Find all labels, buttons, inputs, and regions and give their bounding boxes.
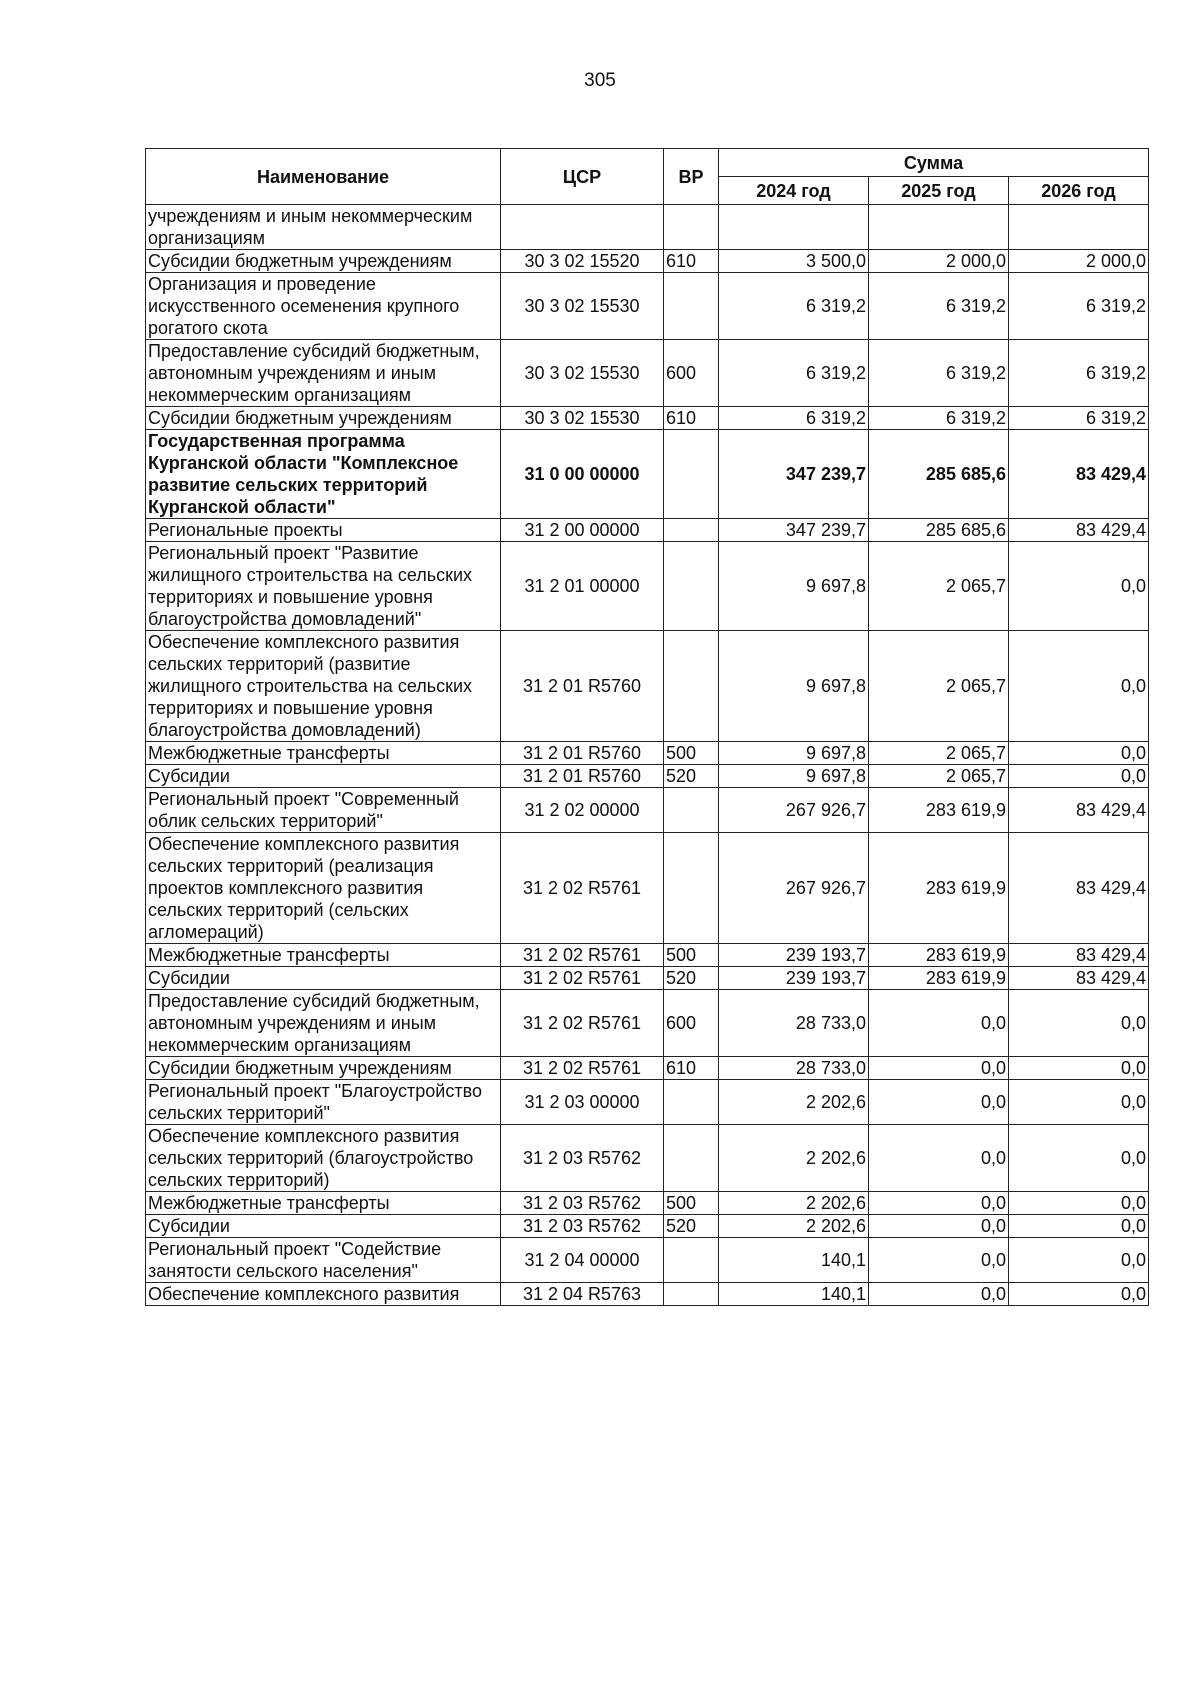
cell-vr <box>664 1283 719 1306</box>
cell-2025: 2 065,7 <box>869 631 1009 742</box>
cell-csr: 31 2 02 00000 <box>501 788 664 833</box>
cell-2024: 9 697,8 <box>719 765 869 788</box>
cell-2025: 0,0 <box>869 1192 1009 1215</box>
header-name: Наименование <box>146 149 501 205</box>
header-year-2025: 2025 год <box>869 177 1009 205</box>
cell-csr: 30 3 02 15520 <box>501 250 664 273</box>
cell-2026: 83 429,4 <box>1009 833 1149 944</box>
cell-2024: 28 733,0 <box>719 1057 869 1080</box>
cell-2024: 140,1 <box>719 1283 869 1306</box>
cell-2025: 2 065,7 <box>869 765 1009 788</box>
cell-csr: 31 0 00 00000 <box>501 430 664 519</box>
cell-2026: 6 319,2 <box>1009 407 1149 430</box>
cell-2024: 9 697,8 <box>719 742 869 765</box>
table-row <box>146 967 1149 990</box>
cell-2025: 2 065,7 <box>869 542 1009 631</box>
table-row <box>146 990 1149 1057</box>
table-row <box>146 430 1149 519</box>
cell-name: Региональный проект "Содействие занятости сельского населения" <box>146 1238 501 1283</box>
cell-name: Обеспечение комплексного развития <box>146 1283 501 1306</box>
cell-vr: 610 <box>664 1057 719 1080</box>
cell-2025 <box>869 205 1009 250</box>
cell-name: Государственная программа Курганской области "Комплексное развитие сельских территорий Курганской области" <box>146 430 501 519</box>
cell-name: Межбюджетные трансферты <box>146 1192 501 1215</box>
cell-2025: 283 619,9 <box>869 967 1009 990</box>
cell-2026: 83 429,4 <box>1009 944 1149 967</box>
cell-csr: 30 3 02 15530 <box>501 407 664 430</box>
table-row <box>146 833 1149 944</box>
cell-2024 <box>719 205 869 250</box>
cell-2026: 0,0 <box>1009 542 1149 631</box>
cell-2025: 0,0 <box>869 1215 1009 1238</box>
cell-vr <box>664 631 719 742</box>
cell-name: Обеспечение комплексного развития сельских территорий (благоустройство сельских территорий) <box>146 1125 501 1192</box>
cell-2024: 239 193,7 <box>719 944 869 967</box>
cell-vr <box>664 833 719 944</box>
cell-2025: 283 619,9 <box>869 788 1009 833</box>
cell-name: Субсидии <box>146 1215 501 1238</box>
header-vr: ВР <box>664 149 719 205</box>
cell-name: Предоставление субсидий бюджетным, автономным учреждениям и иным некоммерческим организациям <box>146 340 501 407</box>
cell-2025: 6 319,2 <box>869 340 1009 407</box>
cell-csr: 31 2 01 00000 <box>501 542 664 631</box>
cell-csr: 31 2 03 R5762 <box>501 1125 664 1192</box>
cell-name: Региональный проект "Благоустройство сельских территорий" <box>146 1080 501 1125</box>
cell-2024: 2 202,6 <box>719 1125 869 1192</box>
cell-csr: 31 2 04 R5763 <box>501 1283 664 1306</box>
cell-2026: 0,0 <box>1009 1238 1149 1283</box>
cell-2024: 9 697,8 <box>719 542 869 631</box>
cell-name: Региональные проекты <box>146 519 501 542</box>
cell-csr: 31 2 00 00000 <box>501 519 664 542</box>
table-row <box>146 542 1149 631</box>
cell-vr: 500 <box>664 742 719 765</box>
cell-2025: 6 319,2 <box>869 273 1009 340</box>
cell-vr <box>664 542 719 631</box>
cell-csr: 31 2 03 00000 <box>501 1080 664 1125</box>
cell-csr: 31 2 01 R5760 <box>501 742 664 765</box>
header-csr: ЦСР <box>501 149 664 205</box>
cell-2024: 3 500,0 <box>719 250 869 273</box>
cell-name: Субсидии бюджетным учреждениям <box>146 250 501 273</box>
cell-2025: 283 619,9 <box>869 944 1009 967</box>
header-year-2024: 2024 год <box>719 177 869 205</box>
cell-2026: 0,0 <box>1009 1192 1149 1215</box>
cell-name: Региональный проект "Современный облик сельских территорий" <box>146 788 501 833</box>
table-row <box>146 340 1149 407</box>
cell-2024: 347 239,7 <box>719 430 869 519</box>
cell-vr <box>664 1125 719 1192</box>
cell-vr: 520 <box>664 765 719 788</box>
table-row <box>146 1125 1149 1192</box>
header-year-2026: 2026 год <box>1009 177 1149 205</box>
cell-2024: 267 926,7 <box>719 833 869 944</box>
cell-csr: 31 2 04 00000 <box>501 1238 664 1283</box>
cell-2026 <box>1009 205 1149 250</box>
cell-csr: 31 2 01 R5760 <box>501 765 664 788</box>
cell-2024: 2 202,6 <box>719 1192 869 1215</box>
cell-name: Субсидии <box>146 765 501 788</box>
cell-2026: 0,0 <box>1009 1215 1149 1238</box>
cell-2026: 0,0 <box>1009 1283 1149 1306</box>
table-header <box>146 149 1149 205</box>
cell-vr <box>664 430 719 519</box>
cell-2024: 347 239,7 <box>719 519 869 542</box>
cell-vr: 500 <box>664 1192 719 1215</box>
table-row <box>146 1057 1149 1080</box>
cell-name: Региональный проект "Развитие жилищного строительства на сельских территориях и повышение уровня благоустройства домовладений" <box>146 542 501 631</box>
cell-name: Субсидии бюджетным учреждениям <box>146 1057 501 1080</box>
table-row <box>146 765 1149 788</box>
cell-vr: 520 <box>664 1215 719 1238</box>
cell-name: Обеспечение комплексного развития сельских территорий (реализация проектов комплексного развития сельских территорий (сельских агломераций) <box>146 833 501 944</box>
cell-vr <box>664 1080 719 1125</box>
cell-2025: 2 065,7 <box>869 742 1009 765</box>
cell-2025: 2 000,0 <box>869 250 1009 273</box>
cell-csr: 31 2 02 R5761 <box>501 990 664 1057</box>
header-sum: Сумма <box>719 149 1149 177</box>
cell-2025: 0,0 <box>869 1238 1009 1283</box>
table-row <box>146 250 1149 273</box>
cell-2025: 283 619,9 <box>869 833 1009 944</box>
cell-2026: 83 429,4 <box>1009 519 1149 542</box>
cell-csr: 30 3 02 15530 <box>501 340 664 407</box>
cell-name: Организация и проведение искусственного осеменения крупного рогатого скота <box>146 273 501 340</box>
table-row <box>146 407 1149 430</box>
table-row <box>146 631 1149 742</box>
table-row <box>146 1192 1149 1215</box>
table-row <box>146 1215 1149 1238</box>
cell-csr <box>501 205 664 250</box>
cell-2025: 0,0 <box>869 1283 1009 1306</box>
cell-2025: 0,0 <box>869 1080 1009 1125</box>
cell-2024: 2 202,6 <box>719 1080 869 1125</box>
cell-2026: 0,0 <box>1009 990 1149 1057</box>
cell-2024: 9 697,8 <box>719 631 869 742</box>
page-number: 305 <box>584 70 616 91</box>
cell-2026: 2 000,0 <box>1009 250 1149 273</box>
cell-csr: 31 2 03 R5762 <box>501 1215 664 1238</box>
cell-name: учреждениям и иным некоммерческим организациям <box>146 205 501 250</box>
table-row <box>146 788 1149 833</box>
table-body <box>146 205 1149 1306</box>
cell-2024: 6 319,2 <box>719 273 869 340</box>
cell-2026: 6 319,2 <box>1009 340 1149 407</box>
table-row <box>146 273 1149 340</box>
cell-vr: 500 <box>664 944 719 967</box>
budget-table <box>145 148 1149 1306</box>
cell-2026: 83 429,4 <box>1009 967 1149 990</box>
table-row <box>146 742 1149 765</box>
cell-2026: 0,0 <box>1009 1057 1149 1080</box>
cell-vr: 610 <box>664 407 719 430</box>
cell-csr: 31 2 02 R5761 <box>501 967 664 990</box>
cell-2025: 285 685,6 <box>869 519 1009 542</box>
cell-vr <box>664 273 719 340</box>
cell-2026: 0,0 <box>1009 765 1149 788</box>
cell-2024: 6 319,2 <box>719 340 869 407</box>
cell-2026: 0,0 <box>1009 1125 1149 1192</box>
table-row <box>146 944 1149 967</box>
cell-name: Обеспечение комплексного развития сельских территорий (развитие жилищного строительства на сельских территориях и повышение уровня благоустройства домовладений) <box>146 631 501 742</box>
cell-2024: 239 193,7 <box>719 967 869 990</box>
cell-csr: 31 2 02 R5761 <box>501 944 664 967</box>
cell-csr: 31 2 01 R5760 <box>501 631 664 742</box>
cell-csr: 30 3 02 15530 <box>501 273 664 340</box>
cell-2024: 140,1 <box>719 1238 869 1283</box>
cell-2026: 6 319,2 <box>1009 273 1149 340</box>
cell-name: Субсидии <box>146 967 501 990</box>
cell-vr: 520 <box>664 967 719 990</box>
cell-vr <box>664 788 719 833</box>
cell-name: Межбюджетные трансферты <box>146 742 501 765</box>
cell-vr <box>664 205 719 250</box>
cell-2025: 285 685,6 <box>869 430 1009 519</box>
cell-2024: 6 319,2 <box>719 407 869 430</box>
cell-vr: 600 <box>664 340 719 407</box>
cell-name: Предоставление субсидий бюджетным, автономным учреждениям и иным некоммерческим организациям <box>146 990 501 1057</box>
table-row <box>146 205 1149 250</box>
cell-csr: 31 2 03 R5762 <box>501 1192 664 1215</box>
cell-csr: 31 2 02 R5761 <box>501 833 664 944</box>
cell-2025: 6 319,2 <box>869 407 1009 430</box>
cell-2024: 267 926,7 <box>719 788 869 833</box>
cell-2025: 0,0 <box>869 1125 1009 1192</box>
cell-2026: 83 429,4 <box>1009 430 1149 519</box>
table-row <box>146 1238 1149 1283</box>
cell-2026: 83 429,4 <box>1009 788 1149 833</box>
cell-2026: 0,0 <box>1009 1080 1149 1125</box>
cell-2026: 0,0 <box>1009 631 1149 742</box>
cell-vr <box>664 1238 719 1283</box>
table-row <box>146 1283 1149 1306</box>
cell-2025: 0,0 <box>869 990 1009 1057</box>
table-row <box>146 519 1149 542</box>
cell-vr <box>664 519 719 542</box>
cell-name: Субсидии бюджетным учреждениям <box>146 407 501 430</box>
cell-vr: 600 <box>664 990 719 1057</box>
cell-csr: 31 2 02 R5761 <box>501 1057 664 1080</box>
cell-2026: 0,0 <box>1009 742 1149 765</box>
cell-2025: 0,0 <box>869 1057 1009 1080</box>
cell-name: Межбюджетные трансферты <box>146 944 501 967</box>
cell-vr: 610 <box>664 250 719 273</box>
table-row <box>146 1080 1149 1125</box>
cell-2024: 2 202,6 <box>719 1215 869 1238</box>
cell-2024: 28 733,0 <box>719 990 869 1057</box>
